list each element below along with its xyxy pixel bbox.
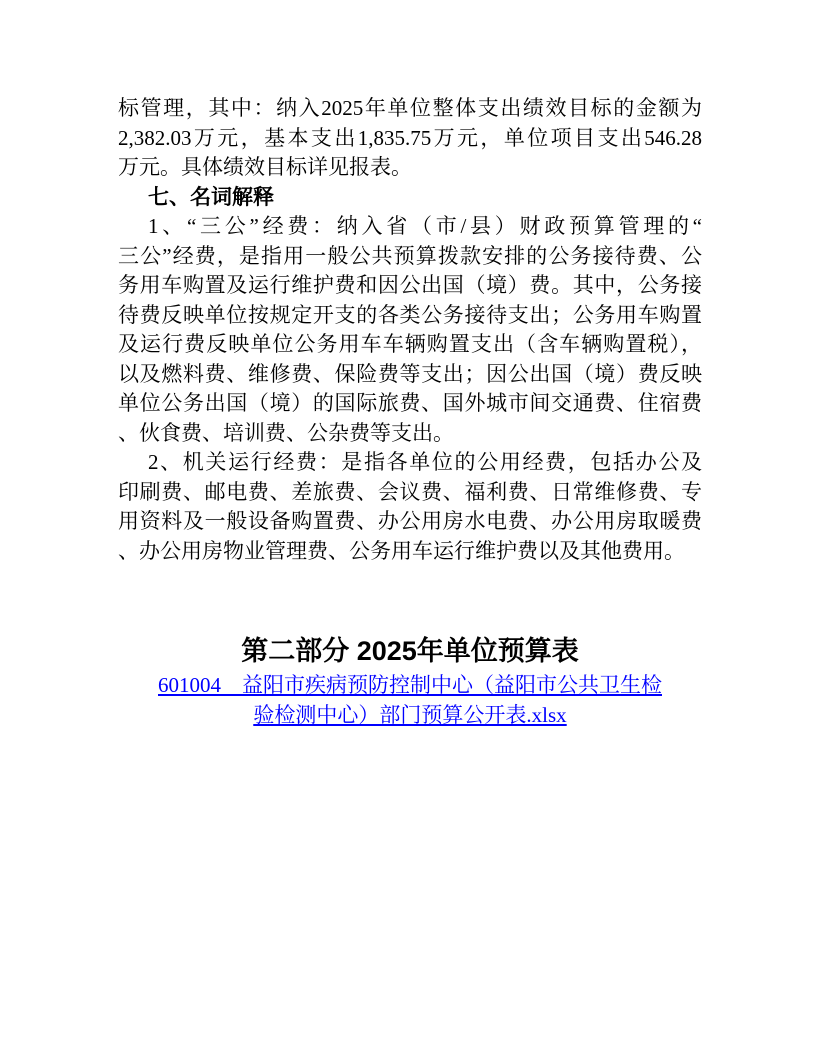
page-content (118, 94, 702, 730)
text-line: 用资料及一般设备购置费、办公用房水电费、办公用房取暖费 (118, 509, 702, 533)
text-line: 2、机关运行经费：是指各单位的公用经费，包括办公及 (148, 450, 702, 474)
link-line-2: 验检测中心）部门预算公开表.xlsx (253, 702, 567, 727)
budget-table-link[interactable] (118, 671, 702, 730)
text-line: 务用车购置及运行维护费和因公出国（境）费。其中，公务接 (118, 273, 702, 297)
text-line: 印刷费、邮电费、差旅费、会议费、福利费、日常维修费、专 (118, 479, 702, 504)
intro-paragraph (118, 94, 702, 183)
part2-title: 第二部分 2025年单位预算表 (241, 636, 579, 666)
text-line: 及运行费反映单位公务用车车辆购置支出（含车辆购置税）， (118, 332, 702, 356)
text-line: 2,382.03万元，基本支出1,835.75万元，单位项目支出546.28 (118, 125, 702, 150)
paragraph-three-public-funds (118, 212, 702, 448)
paragraph-agency-operating-costs (118, 448, 702, 566)
text-line: 、办公用房物业管理费、公务用车运行维护费以及其他费用。 (118, 538, 685, 563)
text-line: 以及燃料费、维修费、保险费等支出；因公出国（境）费反映 (118, 361, 702, 386)
text-line: 三公”经费，是指用一般公共预算拨款安排的公务接待费、公 (118, 243, 702, 268)
text-line: 单位公务出国（境）的国际旅费、国外城市间交通费、住宿费 (118, 391, 702, 415)
glossary-heading: 七、名词解释 (148, 185, 274, 209)
link-line-1: 601004 益阳市疾病预防控制中心（益阳市公共卫生检 (158, 673, 662, 697)
text-line: 标管理，其中：纳入2025年单位整体支出绩效目标的金额为 (118, 96, 702, 120)
text-line: 待费反映单位按规定开支的各类公务接待支出；公务用车购置 (118, 302, 702, 327)
text-line: 万元。具体绩效目标详见报表。 (118, 155, 412, 179)
text-line: 1、“三公”经费：纳入省（市/县）财政预算管理的“ (148, 214, 702, 238)
text-line: 、伙食费、培训费、公杂费等支出。 (118, 420, 454, 445)
